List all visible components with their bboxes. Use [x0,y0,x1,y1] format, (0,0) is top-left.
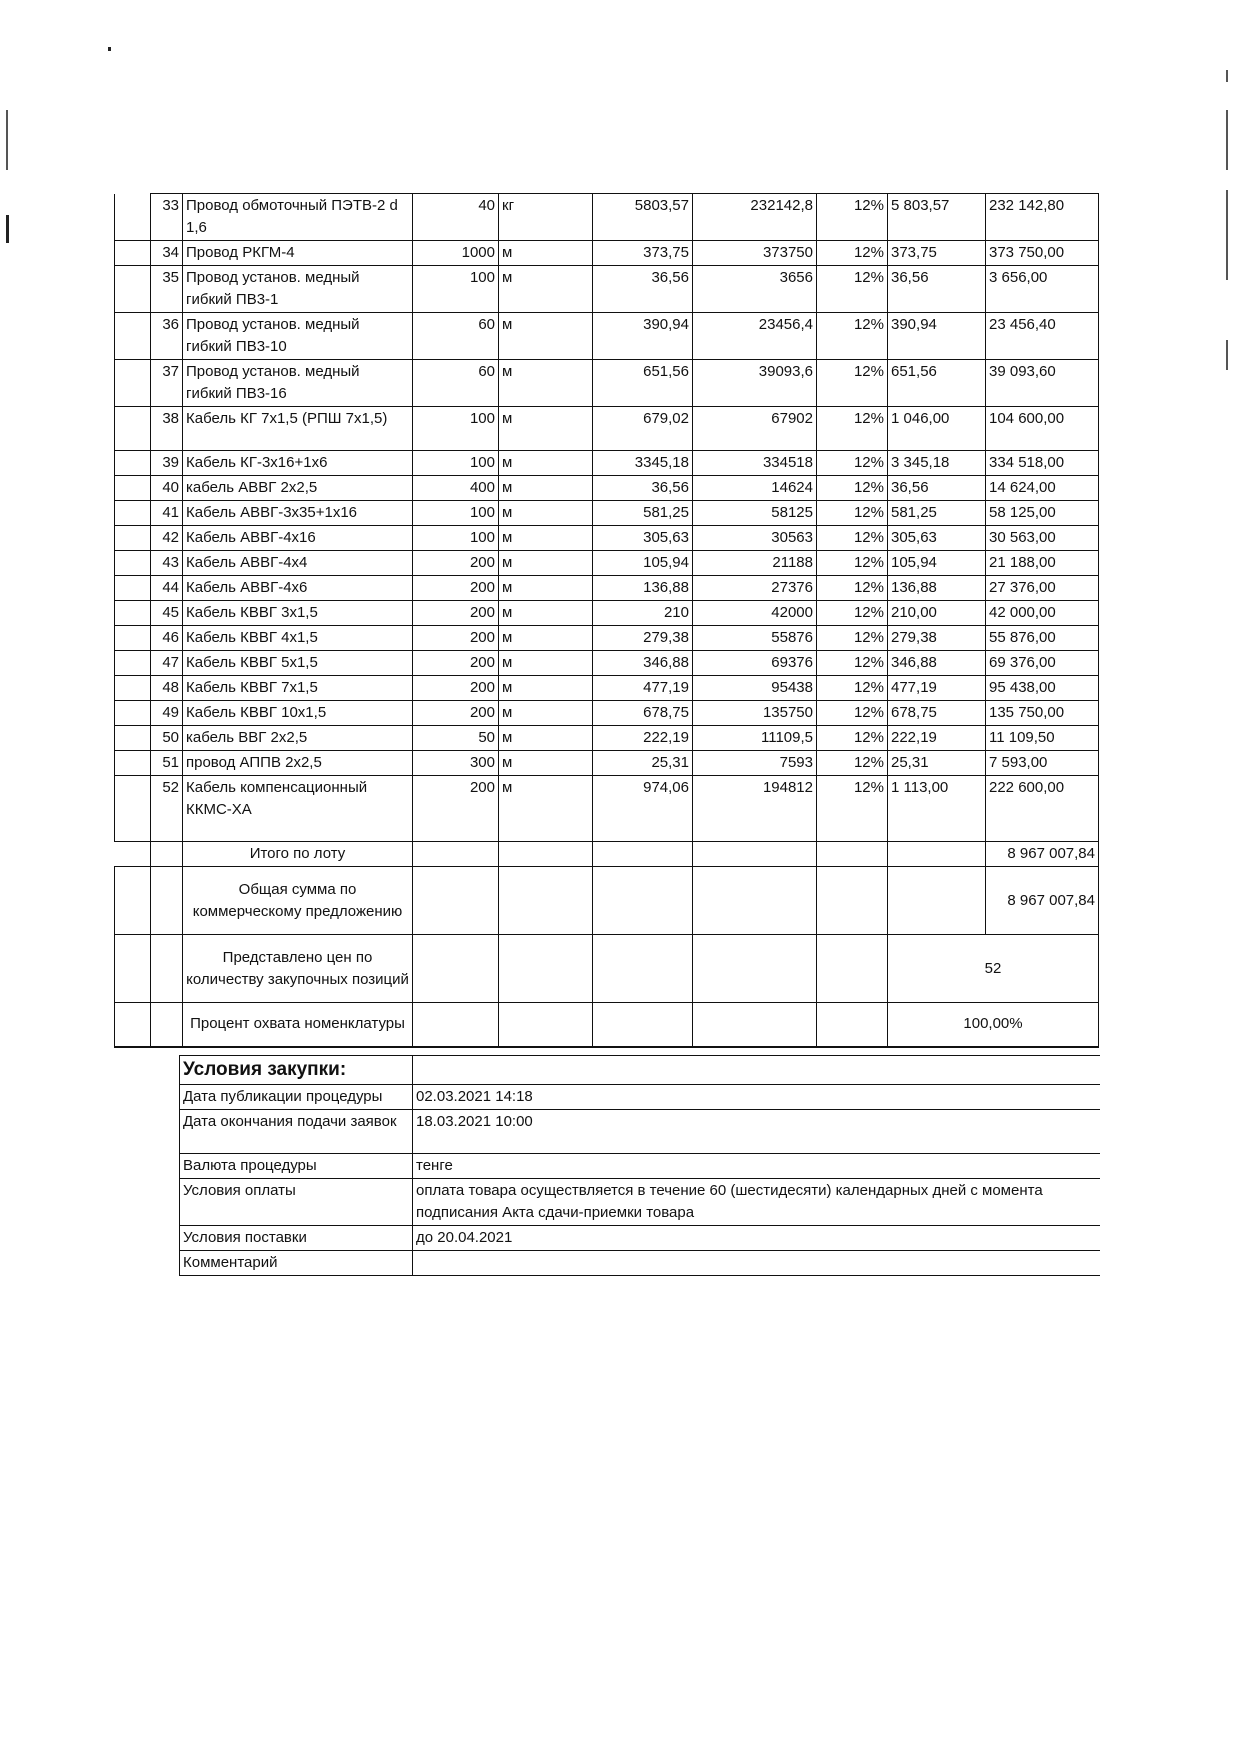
item-vat: 12% [817,194,888,241]
item-name: Кабель АВВГ-4х6 [183,576,413,601]
item-total: 39 093,60 [986,360,1099,407]
item-price: 222,19 [593,726,693,751]
row-number: 33 [151,194,183,241]
item-total: 58 125,00 [986,501,1099,526]
margin-cell [115,751,151,776]
table-row [115,751,1099,776]
item-price: 305,63 [593,526,693,551]
item-unit: м [499,241,593,266]
scan-margin-mark [6,110,8,170]
lot-total-row [115,842,1099,867]
table-row [115,701,1099,726]
margin-cell [115,726,151,751]
row-number: 41 [151,501,183,526]
row-number: 43 [151,551,183,576]
item-vat: 12% [817,526,888,551]
item-vat: 12% [817,576,888,601]
terms-value: до 20.04.2021 [413,1226,1100,1251]
item-sum: 21188 [693,551,817,576]
item-sum: 95438 [693,676,817,701]
item-price-with-vat: 222,19 [888,726,986,751]
margin-cell [115,701,151,726]
item-quantity: 300 [413,751,499,776]
item-price-with-vat: 36,56 [888,476,986,501]
item-unit: м [499,676,593,701]
row-number: 52 [151,776,183,842]
item-total: 135 750,00 [986,701,1099,726]
row-number: 44 [151,576,183,601]
item-unit: м [499,451,593,476]
item-price: 3345,18 [593,451,693,476]
item-price: 136,88 [593,576,693,601]
item-total: 27 376,00 [986,576,1099,601]
row-number: 36 [151,313,183,360]
item-sum: 69376 [693,651,817,676]
item-price: 390,94 [593,313,693,360]
item-unit: м [499,360,593,407]
terms-label: Валюта процедуры [180,1154,413,1179]
table-row [115,266,1099,313]
terms-label: Дата публикации процедуры [180,1085,413,1110]
item-price-with-vat: 25,31 [888,751,986,776]
item-sum: 334518 [693,451,817,476]
item-quantity: 100 [413,501,499,526]
item-quantity: 200 [413,626,499,651]
item-quantity: 60 [413,360,499,407]
items-table-body [115,194,1099,842]
terms-row [180,1179,1100,1226]
table-row [115,551,1099,576]
item-total: 11 109,50 [986,726,1099,751]
item-unit: м [499,776,593,842]
scan-margin-mark [6,215,9,243]
item-quantity: 200 [413,776,499,842]
terms-value: тенге [413,1154,1100,1179]
item-total: 69 376,00 [986,651,1099,676]
item-name: Кабель КВВГ 4х1,5 [183,626,413,651]
item-name: Кабель АВВГ-4х4 [183,551,413,576]
item-quantity: 400 [413,476,499,501]
item-price: 25,31 [593,751,693,776]
margin-cell [115,576,151,601]
item-unit: м [499,526,593,551]
item-price: 36,56 [593,266,693,313]
item-total: 104 600,00 [986,407,1099,451]
item-sum: 42000 [693,601,817,626]
row-number: 49 [151,701,183,726]
offer-total-row [115,867,1099,935]
item-name: кабель ВВГ 2х2,5 [183,726,413,751]
item-quantity: 100 [413,407,499,451]
item-sum: 67902 [693,407,817,451]
margin-cell [115,194,151,241]
item-vat: 12% [817,241,888,266]
terms-label: Условия поставки [180,1226,413,1251]
item-vat: 12% [817,651,888,676]
item-price-with-vat: 678,75 [888,701,986,726]
item-price: 974,06 [593,776,693,842]
table-row [115,651,1099,676]
item-price-with-vat: 390,94 [888,313,986,360]
item-total: 42 000,00 [986,601,1099,626]
scan-margin-mark [1226,110,1228,170]
item-price-with-vat: 346,88 [888,651,986,676]
item-sum: 135750 [693,701,817,726]
margin-cell [115,551,151,576]
items-table [114,193,1099,1048]
margin-cell [115,407,151,451]
coverage-value: 100,00% [888,1003,1099,1047]
terms-row [180,1110,1100,1154]
table-row [115,626,1099,651]
item-price-with-vat: 1 046,00 [888,407,986,451]
item-vat: 12% [817,476,888,501]
table-row [115,501,1099,526]
terms-title-row [180,1056,1100,1085]
item-sum: 7593 [693,751,817,776]
item-name: Провод установ. медный гибкий ПВ3-1 [183,266,413,313]
positions-label: Представлено цен по количеству закупочных позиций [183,935,413,1003]
item-unit: м [499,626,593,651]
row-number: 45 [151,601,183,626]
item-name: Кабель компенсационный ККМС-ХА [183,776,413,842]
item-price-with-vat: 136,88 [888,576,986,601]
item-name: Кабель АВВГ-3х35+1х16 [183,501,413,526]
item-price-with-vat: 3 345,18 [888,451,986,476]
item-unit: м [499,576,593,601]
item-price: 210 [593,601,693,626]
item-vat: 12% [817,676,888,701]
margin-cell [115,266,151,313]
table-row [115,601,1099,626]
item-sum: 58125 [693,501,817,526]
terms-value: 02.03.2021 14:18 [413,1085,1100,1110]
table-row [115,526,1099,551]
item-unit: м [499,726,593,751]
items-summary [115,842,1099,1047]
item-quantity: 200 [413,701,499,726]
item-unit: кг [499,194,593,241]
item-quantity: 100 [413,266,499,313]
terms-value [413,1251,1100,1276]
terms-label: Дата окончания подачи заявок [180,1110,413,1154]
scan-speck [108,47,111,51]
item-sum: 232142,8 [693,194,817,241]
item-quantity: 40 [413,194,499,241]
item-price-with-vat: 210,00 [888,601,986,626]
margin-cell [115,451,151,476]
item-total: 55 876,00 [986,626,1099,651]
item-vat: 12% [817,501,888,526]
item-total: 95 438,00 [986,676,1099,701]
item-name: Кабель КВВГ 3х1,5 [183,601,413,626]
margin-cell [115,313,151,360]
positions-row [115,935,1099,1003]
item-price-with-vat: 36,56 [888,266,986,313]
table-row [115,313,1099,360]
item-vat: 12% [817,451,888,476]
item-sum: 194812 [693,776,817,842]
item-price-with-vat: 1 113,00 [888,776,986,842]
item-total: 3 656,00 [986,266,1099,313]
item-total: 21 188,00 [986,551,1099,576]
item-price: 346,88 [593,651,693,676]
row-number: 47 [151,651,183,676]
table-row [115,676,1099,701]
item-price-with-vat: 373,75 [888,241,986,266]
scan-margin-mark [1226,190,1228,280]
item-sum: 373750 [693,241,817,266]
item-price: 279,38 [593,626,693,651]
item-vat: 12% [817,776,888,842]
table-row [115,726,1099,751]
item-price: 651,56 [593,360,693,407]
item-price-with-vat: 581,25 [888,501,986,526]
item-name: Кабель АВВГ-4х16 [183,526,413,551]
item-quantity: 1000 [413,241,499,266]
procurement-terms-table [179,1055,1100,1276]
terms-value: оплата товара осуществляется в течение 60 (шестидесяти) календарных дней с момента подписания Акта сдачи-приемки товара [413,1179,1100,1226]
table-row [115,776,1099,842]
row-number: 40 [151,476,183,501]
item-price: 36,56 [593,476,693,501]
item-sum: 27376 [693,576,817,601]
coverage-label: Процент охвата номенклатуры [183,1003,413,1047]
item-unit: м [499,313,593,360]
item-quantity: 100 [413,451,499,476]
row-number: 50 [151,726,183,751]
table-row [115,451,1099,476]
item-vat: 12% [817,601,888,626]
item-unit: м [499,751,593,776]
item-unit: м [499,701,593,726]
item-name: Кабель КВВГ 5х1,5 [183,651,413,676]
item-price: 5803,57 [593,194,693,241]
item-name: кабель АВВГ 2х2,5 [183,476,413,501]
terms-title: Условия закупки: [180,1056,413,1085]
lot-total-value: 8 967 007,84 [986,842,1099,867]
item-unit: м [499,551,593,576]
table-row [115,407,1099,451]
row-number: 48 [151,676,183,701]
item-vat: 12% [817,360,888,407]
terms-row [180,1226,1100,1251]
item-vat: 12% [817,266,888,313]
item-sum: 55876 [693,626,817,651]
margin-cell [115,501,151,526]
item-price-with-vat: 105,94 [888,551,986,576]
row-number: 46 [151,626,183,651]
table-row [115,241,1099,266]
item-unit: м [499,501,593,526]
terms-row [180,1154,1100,1179]
item-vat: 12% [817,726,888,751]
item-price-with-vat: 477,19 [888,676,986,701]
item-quantity: 200 [413,551,499,576]
item-unit: м [499,601,593,626]
item-price-with-vat: 651,56 [888,360,986,407]
item-total: 222 600,00 [986,776,1099,842]
item-unit: м [499,651,593,676]
terms-label: Комментарий [180,1251,413,1276]
item-price-with-vat: 5 803,57 [888,194,986,241]
table-row [115,476,1099,501]
row-number: 42 [151,526,183,551]
table-row [115,576,1099,601]
offer-total-label: Общая сумма по коммерческому предложению [183,867,413,935]
item-sum: 3656 [693,266,817,313]
margin-cell [115,626,151,651]
terms-value: 18.03.2021 10:00 [413,1110,1100,1154]
item-unit: м [499,407,593,451]
item-vat: 12% [817,313,888,360]
item-price: 678,75 [593,701,693,726]
item-total: 7 593,00 [986,751,1099,776]
item-total: 30 563,00 [986,526,1099,551]
item-name: Провод обмоточный ПЭТВ-2 d 1,6 [183,194,413,241]
item-unit: м [499,476,593,501]
item-total: 373 750,00 [986,241,1099,266]
item-price: 581,25 [593,501,693,526]
item-price: 679,02 [593,407,693,451]
item-sum: 23456,4 [693,313,817,360]
offer-total-value: 8 967 007,84 [986,867,1099,935]
terms-row [180,1251,1100,1276]
table-row [115,360,1099,407]
item-quantity: 200 [413,651,499,676]
item-price: 105,94 [593,551,693,576]
row-number: 35 [151,266,183,313]
margin-cell [115,676,151,701]
margin-cell [115,476,151,501]
item-name: Кабель КВВГ 10х1,5 [183,701,413,726]
terms-label: Условия оплаты [180,1179,413,1226]
item-price-with-vat: 305,63 [888,526,986,551]
item-price-with-vat: 279,38 [888,626,986,651]
item-name: Кабель КВВГ 7х1,5 [183,676,413,701]
item-quantity: 200 [413,576,499,601]
item-name: провод АППВ 2х2,5 [183,751,413,776]
scan-margin-mark [1226,70,1228,82]
item-vat: 12% [817,407,888,451]
margin-cell [115,776,151,842]
coverage-row [115,1003,1099,1047]
item-name: Провод РКГМ-4 [183,241,413,266]
terms-body [180,1056,1100,1276]
item-sum: 11109,5 [693,726,817,751]
table-row [115,194,1099,241]
item-price: 477,19 [593,676,693,701]
margin-cell [115,526,151,551]
row-number: 37 [151,360,183,407]
item-total: 232 142,80 [986,194,1099,241]
item-name: Провод установ. медный гибкий ПВ3-10 [183,313,413,360]
item-name: Кабель КГ 7х1,5 (РПШ 7х1,5) [183,407,413,451]
terms-row [180,1085,1100,1110]
row-number: 51 [151,751,183,776]
item-total: 334 518,00 [986,451,1099,476]
lot-total-label: Итого по лоту [183,842,413,867]
item-quantity: 60 [413,313,499,360]
item-quantity: 200 [413,676,499,701]
item-total: 14 624,00 [986,476,1099,501]
item-sum: 14624 [693,476,817,501]
row-number: 39 [151,451,183,476]
item-name: Кабель КГ-3х16+1х6 [183,451,413,476]
item-quantity: 200 [413,601,499,626]
item-quantity: 50 [413,726,499,751]
margin-cell [115,651,151,676]
item-total: 23 456,40 [986,313,1099,360]
item-vat: 12% [817,626,888,651]
item-name: Провод установ. медный гибкий ПВ3-16 [183,360,413,407]
row-number: 34 [151,241,183,266]
item-sum: 30563 [693,526,817,551]
margin-cell [115,601,151,626]
item-vat: 12% [817,751,888,776]
margin-cell [115,360,151,407]
item-quantity: 100 [413,526,499,551]
row-number: 38 [151,407,183,451]
positions-value: 52 [888,935,1099,1003]
item-price: 373,75 [593,241,693,266]
scan-margin-mark [1226,340,1228,370]
item-vat: 12% [817,551,888,576]
item-sum: 39093,6 [693,360,817,407]
margin-cell [115,241,151,266]
item-unit: м [499,266,593,313]
item-vat: 12% [817,701,888,726]
